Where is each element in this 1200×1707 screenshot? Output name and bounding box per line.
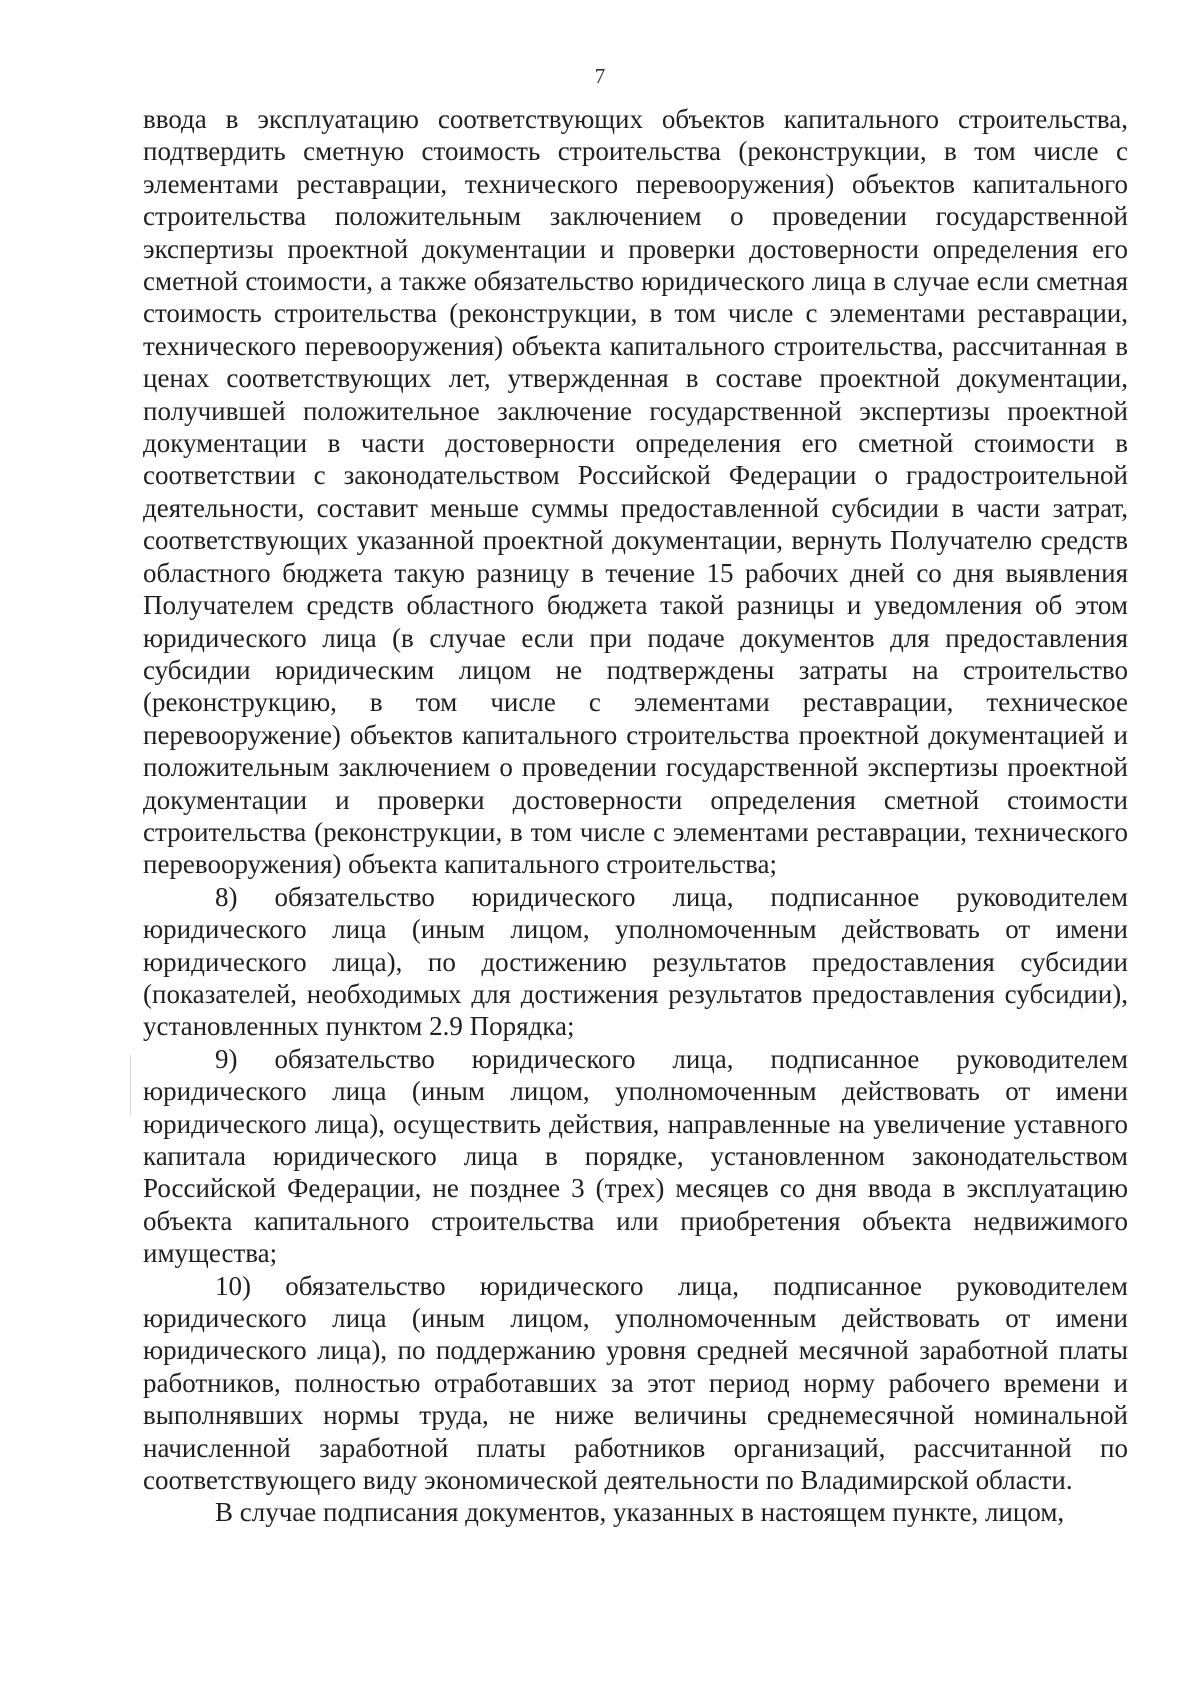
paragraph-item-8: 8) обязательство юридического лица, подписанное руководителем юридического лица (иным лицом, уполномоченным действовать от имени юридического лица), по достижению результатов предоставления субсидии (показателей, необходимых для достижения результатов предоставления субсидии), установленных пунктом 2.9 Порядка; [143,881,1128,1042]
scan-margin-mark [130,1055,131,1115]
page-number: 7 [594,64,606,88]
paragraph-item-10: 10) обязательство юридического лица, подписанное руководителем юридического лица (иным лицом, уполномоченным действовать от имени юридического лица), по поддержанию уровня средней месячной заработной платы работников, полностью отработавших за этот период норму рабочего времени и выполнявших нормы труда, не ниже величины среднемесячной номинальной начисленной заработной платы работников организаций, рассчитанной по соответствующего виду экономической деятельности по Владимирской области. [143,1270,1128,1496]
document-body [143,103,1128,1529]
paragraph-closing: В случае подписания документов, указанных в настоящем пункте, лицом, [215,1497,1065,1528]
paragraph-continuation: ввода в эксплуатацию соответствующих объектов капитального строительства, подтвердить сметную стоимость строительства (реконструкции, в том числе с элементами реставрации, технического перевооружения) объектов капитального строительства положительным заключением о проведении государственной экспертизы проектной документации и проверки достоверности определения его сметной стоимости, а также обязательство юридического лица в случае если сметная стоимость строительства (реконструкции, в том числе с элементами реставрации, технического перевооружения) объекта капитального строительства, рассчитанная в ценах соответствующих лет, утвержденная в составе проектной документации, получившей положительное заключение государственной экспертизы проектной документации в части достоверности определения его сметной стоимости в соответствии с законодательством Российской Федерации о градостроительной деятельности, составит меньше суммы предоставленной субсидии в части затрат, соответствующих указанной проектной документации, вернуть Получателю средств областного бюджета такую разницу в течение 15 рабочих дней со дня выявления Получателем средств областного бюджета такой разницы и уведомления об этом юридического лица (в случае если при подаче документов для предоставления субсидии юридическим лицом не подтверждены затраты на строительство (реконструкцию, в том числе с элементами реставрации, техническое перевооружение) объектов капитального строительства проектной документацией и положительным заключением о проведении государственной экспертизы проектной документации и проверки достоверности определения сметной стоимости строительства (реконструкции, в том числе с элементами реставрации, технического перевооружения) объекта капитального строительства; [143,104,1128,880]
paragraph-item-9: 9) обязательство юридического лица, подписанное руководителем юридического лица (иным лицом, уполномоченным действовать от имени юридического лица), осуществить действия, направленные на увеличение уставного капитала юридического лица в порядке, установленном законодательством Российской Федерации, не позднее 3 (трех) месяцев со дня ввода в эксплуатацию объекта капитального строительства или приобретения объекта недвижимого имущества; [143,1043,1128,1269]
